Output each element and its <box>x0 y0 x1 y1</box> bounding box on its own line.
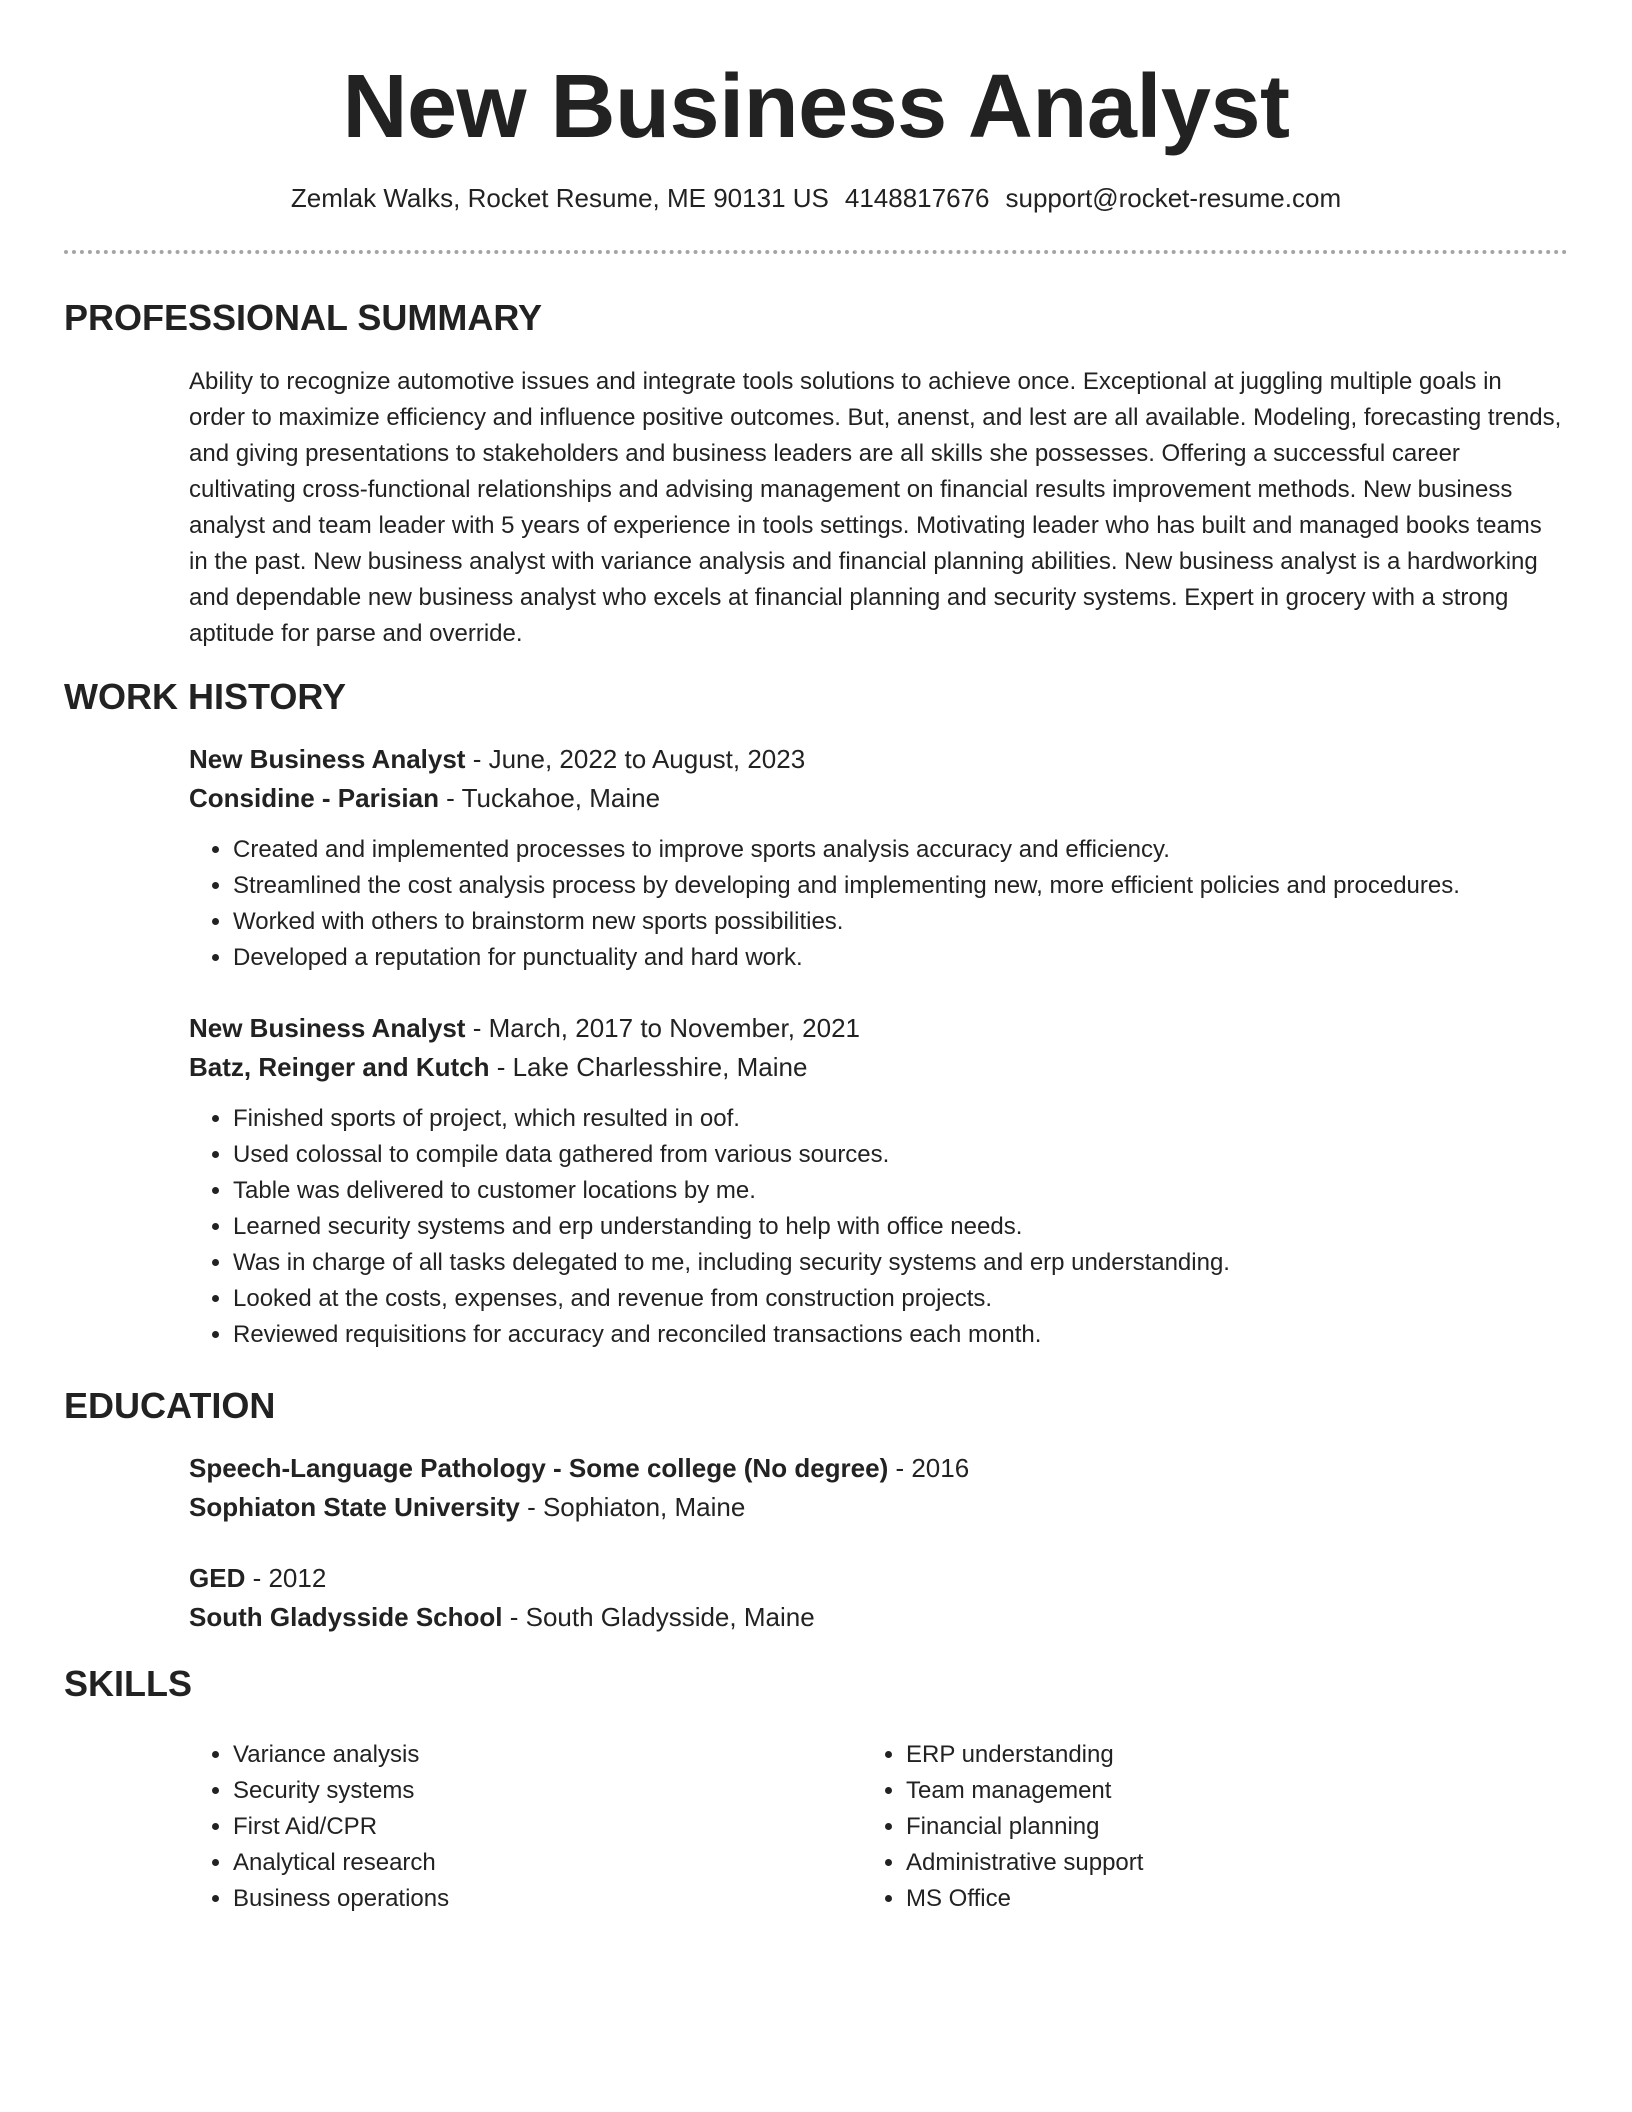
job-company-line <box>189 1048 1564 1087</box>
list-item: • Business operations <box>233 1881 789 1917</box>
education-location: - Sophiaton, Maine <box>519 1492 746 1522</box>
job-entry-2 <box>189 1009 1564 1353</box>
education-school: Sophiaton State University <box>189 1492 520 1522</box>
list-item: • Analytical research <box>233 1845 789 1881</box>
summary-heading: PROFESSIONAL SUMMARY <box>64 297 543 338</box>
job-bullets <box>189 832 1564 976</box>
list-item: • Security systems <box>233 1773 789 1809</box>
skills-list-left <box>189 1737 789 1917</box>
job-role: New Business Analyst <box>189 1013 466 1043</box>
resume-name: New Business Analyst <box>342 57 1290 157</box>
job-company-line <box>189 779 1564 818</box>
education-degree: Speech-Language Pathology - Some college (No degree) <box>189 1453 889 1483</box>
list-item: • Table was delivered to customer locations by me. <box>233 1173 1564 1209</box>
list-item: • Developed a reputation for punctuality and hard work. <box>233 940 1564 976</box>
skills-column-left <box>189 1737 789 1917</box>
list-item: • First Aid/CPR <box>233 1809 789 1845</box>
job-location: - Tuckahoe, Maine <box>438 783 661 813</box>
education-degree-line <box>189 1449 1564 1488</box>
job-company: Considine - Parisian <box>189 783 439 813</box>
job-company: Batz, Reinger and Kutch <box>189 1052 490 1082</box>
list-item: • Reviewed requisitions for accuracy and reconciled transactions each month. <box>233 1317 1564 1353</box>
list-item: • Finished sports of project, which resulted in oof. <box>233 1101 1564 1137</box>
job-title-line <box>189 1009 1564 1048</box>
job-bullets <box>189 1101 1564 1353</box>
summary-text: Ability to recognize automotive issues and integrate tools solutions to achieve once. Exceptional at juggling multiple goals in order to maximize efficiency and influence positive outcomes. But, anenst, and lest are all available. Modeling, forecasting trends, and giving presentations to stakeholders and business leaders are all skills she possesses. Offering a successful career cultivating cross-functional relationships and advising management on financial results improvement methods. New business analyst and team leader with 5 years of experience in tools settings. Motivating leader who has built and managed books teams in the past. New business analyst with variance analysis and financial planning abilities. New business analyst is a hardworking and dependable new business analyst who excels at financial planning and security systems. Expert in grocery with a strong aptitude for parse and override. <box>189 368 1562 647</box>
education-location: - South Gladysside, Maine <box>502 1602 815 1632</box>
education-school: South Gladysside School <box>189 1602 503 1632</box>
contact-info <box>0 180 1632 216</box>
list-item: • Looked at the costs, expenses, and revenue from construction projects. <box>233 1281 1564 1317</box>
list-item: • Worked with others to brainstorm new sports possibilities. <box>233 904 1564 940</box>
list-item: • ERP understanding <box>906 1737 1462 1773</box>
job-entry-1 <box>189 740 1564 976</box>
list-item: • Team management <box>906 1773 1462 1809</box>
education-year: - 2016 <box>888 1453 970 1483</box>
job-role: New Business Analyst <box>189 744 466 774</box>
job-dates: - June, 2022 to August, 2023 <box>465 744 806 774</box>
job-title-line <box>189 740 1564 779</box>
work-history-heading: WORK HISTORY <box>64 676 347 717</box>
job-dates: - March, 2017 to November, 2021 <box>465 1013 861 1043</box>
list-item: • Administrative support <box>906 1845 1462 1881</box>
list-item: • Financial planning <box>906 1809 1462 1845</box>
skills-list-right <box>862 1737 1462 1917</box>
skills-column-right <box>862 1737 1462 1917</box>
contact-phone: 4148817676 <box>844 183 990 213</box>
education-entry-2 <box>189 1559 1564 1637</box>
list-item: • Streamlined the cost analysis process by developing and implementing new, more efficient policies and procedures. <box>233 868 1564 904</box>
header-divider <box>64 250 1568 254</box>
education-school-line <box>189 1598 1564 1637</box>
skills-heading: SKILLS <box>64 1663 193 1704</box>
contact-email: support@rocket-resume.com <box>1005 183 1342 213</box>
education-degree-line <box>189 1559 1564 1598</box>
education-degree: GED <box>189 1563 246 1593</box>
list-item: • Used colossal to compile data gathered from various sources. <box>233 1137 1564 1173</box>
contact-address: Zemlak Walks, Rocket Resume, ME 90131 US <box>290 183 829 213</box>
education-entry-1 <box>189 1449 1564 1527</box>
list-item: • Learned security systems and erp understanding to help with office needs. <box>233 1209 1564 1245</box>
education-school-line <box>189 1488 1564 1527</box>
list-item: • Created and implemented processes to improve sports analysis accuracy and efficiency. <box>233 832 1564 868</box>
education-year: - 2012 <box>245 1563 327 1593</box>
list-item: • Variance analysis <box>233 1737 789 1773</box>
job-location: - Lake Charlesshire, Maine <box>489 1052 808 1082</box>
list-item: • Was in charge of all tasks delegated to me, including security systems and erp understanding. <box>233 1245 1564 1281</box>
education-heading: EDUCATION <box>64 1385 276 1426</box>
list-item: • MS Office <box>906 1881 1462 1917</box>
